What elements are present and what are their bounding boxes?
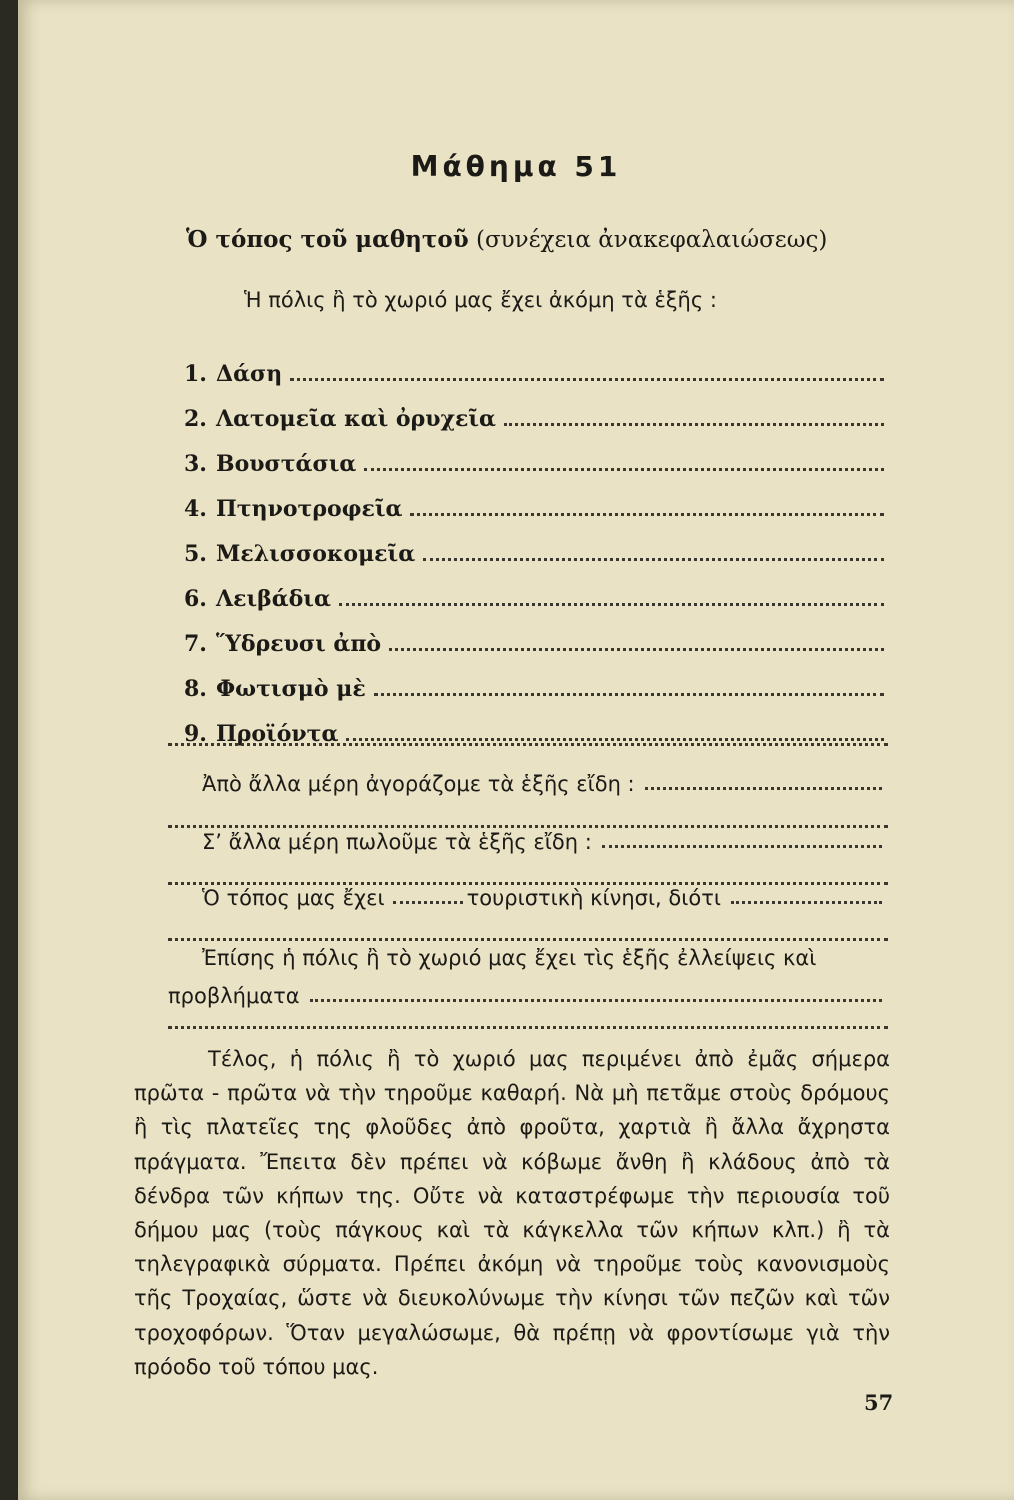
list-item-number: 1.: [184, 361, 207, 387]
problems-text-2: προβλήματα: [168, 984, 300, 1008]
fill-in-dots: [374, 693, 884, 696]
subtitle-main: Ὁ τόπος τοῦ μαθητοῦ: [186, 226, 469, 253]
list-item-number: 6.: [184, 586, 207, 612]
fill-in-dots: [339, 603, 884, 606]
fill-in-dots: [364, 468, 884, 471]
list-item-label: Δάση: [216, 361, 283, 387]
list-item-number: 9.: [184, 721, 207, 747]
lesson-title: Μάθημα 51: [410, 150, 622, 183]
list-item: [184, 612, 884, 657]
fill-in-dots: [346, 738, 884, 741]
blank-dotted-line: [168, 1026, 888, 1029]
list-item-label: Προϊόντα: [216, 721, 339, 747]
fill-in-dots: [602, 845, 882, 848]
fill-in-dots: [423, 558, 884, 561]
list-item-label: Βουστάσια: [216, 451, 357, 477]
list-item-number: 5.: [184, 541, 207, 567]
subtitle-parenthetical: (συνέχεια ἀνακεφαλαιώσεως): [468, 227, 828, 253]
fill-in-dots: [504, 423, 884, 426]
list-item-label: Λατομεῖα καὶ ὀρυχεῖα: [216, 406, 496, 432]
intro-sentence: Ἡ πόλις ἢ τὸ χωριό μας ἔχει ἀκόμη τὰ ἑξῆς :: [244, 288, 717, 312]
sell-text: Σ’ ἄλλα μέρη πωλοῦμε τὰ ἑξῆς εἴδη :: [202, 830, 592, 854]
list-item-label: Ὕδρευσι ἀπὸ: [216, 631, 382, 657]
fill-in-dots: [389, 648, 884, 651]
list-item-label: Μελισσοκομεῖα: [216, 541, 416, 567]
book-page: [18, 0, 1014, 1500]
list-item: [184, 657, 884, 702]
blank-dotted-line: [168, 882, 888, 885]
list-item: [184, 342, 884, 387]
list-item: [184, 567, 884, 612]
list-item: [184, 702, 884, 747]
list-item-number: 3.: [184, 451, 207, 477]
list-item: [184, 387, 884, 432]
problems-line-2: [168, 984, 888, 1008]
buy-line: [168, 772, 888, 796]
fill-in-dots: [310, 999, 882, 1002]
list-item-number: 4.: [184, 496, 207, 522]
fill-in-dots: [731, 901, 882, 904]
list-item: [184, 477, 884, 522]
list-item-number: 2.: [184, 406, 207, 432]
list-item-label: Φωτισμὸ μὲ: [216, 676, 366, 702]
tourism-text-2: τουριστικὴ κίνησι, διότι: [466, 886, 721, 910]
blank-dotted-line: [168, 938, 888, 941]
list-item-number: 7.: [184, 631, 207, 657]
fill-in-dots: [410, 513, 884, 516]
fill-in-dots: [290, 378, 884, 381]
resource-list: [184, 342, 884, 747]
buy-text: Ἀπὸ ἄλλα μέρη ἀγοράζομε τὰ ἑξῆς εἴδη :: [202, 772, 635, 796]
list-item-label: Πτηνοτροφεῖα: [216, 496, 403, 522]
sell-line: [168, 830, 888, 854]
problems-line: [168, 946, 888, 970]
tourism-line: [168, 886, 888, 910]
list-item-number: 8.: [184, 676, 207, 702]
closing-paragraph: Τέλος, ἡ πόλις ἢ τὸ χωριό μας περιμένει ἀπὸ ἐμᾶς σήμερα πρῶτα - πρῶτα νὰ τὴν τηροῦμε καθαρή. Νὰ μὴ πετᾶμε στοὺς δρόμους ἢ τὶς πλατεῖες της φλοῦδες ἀπὸ φροῦτα, χαρτιὰ ἢ ἄλλα ἄχρηστα πράγματα. Ἔπειτα δὲν πρέπει νὰ κόβωμε ἄνθη ἢ κλάδους ἀπὸ τὰ δένδρα τῶν κήπων της. Οὔτε νὰ καταστρέφωμε τὴν περιουσία τοῦ δήμου μας (τοὺς πάγκους καὶ τὰ κάγκελλα τῶν κήπων κλπ.) ἢ τὰ τηλεγραφικὰ σύρματα. Πρέπει ἀκόμη νὰ τηροῦμε τοὺς κανονισμοὺς τῆς Τροχαίας, ὥστε νὰ διευκολύνωμε τὴν κίνησι τῶν πεζῶν καὶ τῶν τροχοφόρων. Ὅταν μεγαλώσωμε, θὰ πρέπῃ νὰ φροντίσωμε γιὰ τὴν πρόοδο τοῦ τόπου μας.: [134, 1047, 890, 1379]
blank-dotted-line: [168, 825, 888, 828]
page-number: 57: [864, 1390, 894, 1415]
list-item-label: Λειβάδια: [216, 586, 331, 612]
fill-in-dots: [393, 901, 463, 904]
tourism-text-1: Ὁ τόπος μας ἔχει: [202, 886, 385, 910]
blank-dotted-line: [168, 743, 888, 746]
list-item: [184, 522, 884, 567]
lesson-subtitle: [186, 226, 827, 253]
list-item: [184, 432, 884, 477]
fill-in-dots: [645, 787, 882, 790]
problems-text: Ἐπίσης ἡ πόλις ἢ τὸ χωριό μας ἔχει τὶς ἑξῆς ἐλλείψεις καὶ: [202, 946, 817, 970]
